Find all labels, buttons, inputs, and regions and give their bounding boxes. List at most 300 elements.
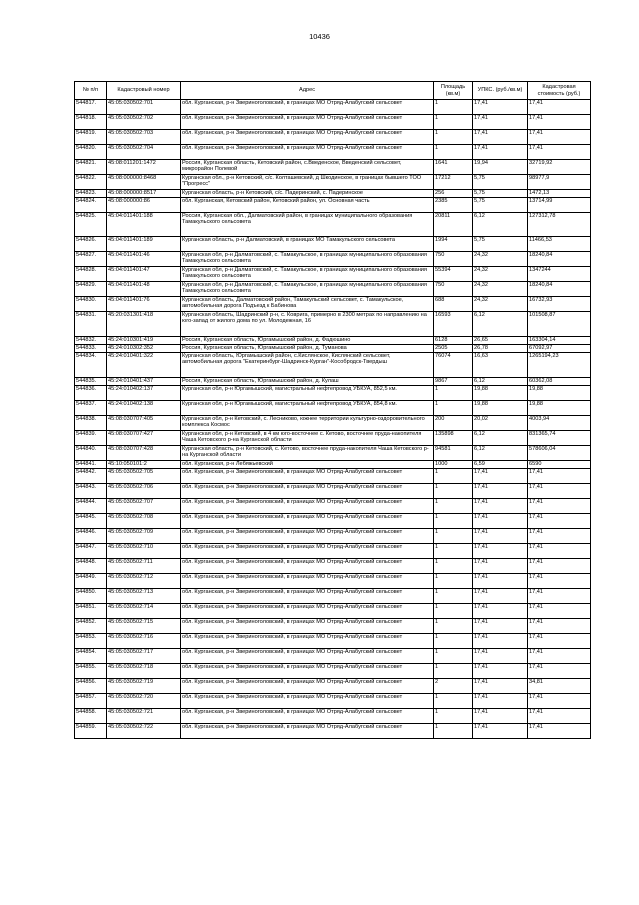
cell-area: 1000: [434, 461, 473, 469]
cell-num: 544819.: [75, 130, 107, 145]
cell-area: 94581: [434, 446, 473, 461]
cell-area: 2385: [434, 198, 473, 213]
cell-cadastral: 45:05:030502:711: [107, 559, 181, 574]
cell-value: 17,41: [528, 469, 591, 484]
cell-area: 1641: [434, 160, 473, 175]
cell-num: 544856.: [75, 679, 107, 694]
cell-area: 20811: [434, 213, 473, 237]
cell-num: 544829.: [75, 282, 107, 297]
cell-cadastral: 45:08:011201:1472: [107, 160, 181, 175]
cell-address: Курганская область, р-н Далматовский, в границах МО Тамакульского сельсовета: [181, 237, 434, 252]
cell-upks: 17,41: [473, 529, 528, 544]
cell-upks: 17,41: [473, 544, 528, 559]
cell-address: Курганская обл, р-н Кетовский, в 4 км юго-восточнее с. Кетово, восточнее пруда-накопителя Чаша Кетовского р-на Курганской области: [181, 431, 434, 446]
cell-num: 544821.: [75, 160, 107, 175]
cell-num: 544824.: [75, 198, 107, 213]
table-row: [75, 145, 591, 160]
cell-value: 16732,93: [528, 297, 591, 312]
table-row: [75, 559, 591, 574]
cell-area: 1: [434, 649, 473, 664]
cell-address: обл. Курганская, р-н Лебяжьевский: [181, 461, 434, 469]
cell-value: 17,41: [528, 634, 591, 649]
cell-address: Курганская область, Юргамышский район, с.Кислянское, Кислянский сельсовет, автомобильная дорога "Екатеринбург-Шадринск-Курган"-Кособродск-Твердыш: [181, 353, 434, 378]
cell-num: 544823.: [75, 190, 107, 198]
cell-value: 578606,04: [528, 446, 591, 461]
cell-cadastral: 45:24:010302:352: [107, 345, 181, 353]
cell-num: 544834.: [75, 353, 107, 378]
table-row: [75, 664, 591, 679]
cell-address: обл. Курганская, р-н Звериноголовский, в границах МО Отряд-Алабугский сельсовет: [181, 115, 434, 130]
cell-upks: 17,41: [473, 679, 528, 694]
cell-cadastral: 45:08:000000:86: [107, 198, 181, 213]
cell-address: обл. Курганская, р-н Звериноголовский, в границах МО Отряд-Алабугский сельсовет: [181, 619, 434, 634]
cell-cadastral: 45:24:010401:322: [107, 353, 181, 378]
cell-upks: 24,32: [473, 267, 528, 282]
cell-value: 17,41: [528, 514, 591, 529]
cell-num: 544837.: [75, 401, 107, 416]
cell-cadastral: 45:24:010401:437: [107, 378, 181, 386]
cell-address: Курганская область, р-н Кетовский, с/с. Падеринский, с. Падеринское: [181, 190, 434, 198]
table-row: [75, 237, 591, 252]
cell-address: Россия, Курганская область, Юргамышский район, д. Фадюшино: [181, 337, 434, 345]
cell-value: 34,81: [528, 679, 591, 694]
table-row: [75, 589, 591, 604]
cell-area: 1994: [434, 237, 473, 252]
cell-num: 544820.: [75, 145, 107, 160]
cell-address: Россия, Курганская область, Юргамышский район, д. Туманова: [181, 345, 434, 353]
cell-num: 544825.: [75, 213, 107, 237]
table-row: [75, 312, 591, 337]
cell-num: 544828.: [75, 267, 107, 282]
table-row: [75, 709, 591, 724]
cell-area: 1: [434, 709, 473, 724]
page-number: 10436: [309, 32, 330, 41]
cell-cadastral: 45:05:030502:708: [107, 514, 181, 529]
cell-value: 163304,14: [528, 337, 591, 345]
cell-cadastral: 45:05:030502:721: [107, 709, 181, 724]
cell-address: Курганская область, Далматовский район, Тамакульский сельсовет, с. Тамакульское, автомобильная дорога Подъезд к Бабинова: [181, 297, 434, 312]
cell-upks: 17,41: [473, 634, 528, 649]
cell-value: 17,41: [528, 130, 591, 145]
cell-area: 1: [434, 634, 473, 649]
table-row: [75, 297, 591, 312]
cell-area: 1: [434, 724, 473, 739]
table-row: [75, 190, 591, 198]
cell-cadastral: 45:05:030502:720: [107, 694, 181, 709]
cell-address: обл. Курганская, р-н Звериноголовский, в границах МО Отряд-Алабугский сельсовет: [181, 589, 434, 604]
cell-value: 17,41: [528, 694, 591, 709]
cell-address: обл. Курганская, р-н Звериноголовский, в границах МО Отряд-Алабугский сельсовет: [181, 679, 434, 694]
cell-value: 101508,87: [528, 312, 591, 337]
cell-upks: 17,41: [473, 709, 528, 724]
cell-area: 1: [434, 499, 473, 514]
cell-upks: 20,02: [473, 416, 528, 431]
cell-cadastral: 45:05:030502:707: [107, 499, 181, 514]
cell-cadastral: 45:08:030707:427: [107, 431, 181, 446]
cell-address: Курганская область, Шадринский р-н, с. Коврига, примерно в 2300 метрах по направлению на юго-запад от жилого дома по ул. Молодежная, 16: [181, 312, 434, 337]
cell-value: 67092,97: [528, 345, 591, 353]
cell-cadastral: 45:05:030502:719: [107, 679, 181, 694]
cell-value: 1472,13: [528, 190, 591, 198]
cell-value: 17,41: [528, 145, 591, 160]
cell-area: 1: [434, 544, 473, 559]
cell-address: обл. Курганская, р-н Звериноголовский, в границах МО Отряд-Алабугский сельсовет: [181, 469, 434, 484]
cell-num: 544830.: [75, 297, 107, 312]
cell-value: 17,41: [528, 559, 591, 574]
cell-area: 6128: [434, 337, 473, 345]
header-upks: УПКС. (руб./кв.м): [473, 82, 528, 100]
cell-address: Курганская обл, р-н Юргамышский, магистральный нефтепровод УБКУА, 852,5 км.: [181, 386, 434, 401]
cell-num: 544844.: [75, 499, 107, 514]
cell-upks: 17,41: [473, 100, 528, 115]
table-row: [75, 574, 591, 589]
cell-upks: 17,41: [473, 559, 528, 574]
cell-area: 55394: [434, 267, 473, 282]
cell-address: Курганская обл, р-н Далматовский, с. Тамакульское, в границах муниципального образования Тамакульского сельсовета: [181, 252, 434, 267]
cell-num: 544839.: [75, 431, 107, 446]
cell-value: 17,41: [528, 589, 591, 604]
cell-cadastral: 45:08:000000:8468: [107, 175, 181, 190]
cell-upks: 17,41: [473, 499, 528, 514]
table-row: [75, 100, 591, 115]
cell-area: 688: [434, 297, 473, 312]
cell-upks: 5,75: [473, 190, 528, 198]
cell-area: 1: [434, 619, 473, 634]
cell-upks: 17,41: [473, 514, 528, 529]
cell-cadastral: 45:05:030502:710: [107, 544, 181, 559]
cell-cadastral: 45:05:030502:713: [107, 589, 181, 604]
table-row: [75, 431, 591, 446]
table-row: [75, 401, 591, 416]
table-row: [75, 514, 591, 529]
cell-value: 13714,99: [528, 198, 591, 213]
table-row: [75, 378, 591, 386]
cell-address: обл. Курганская, Кетовский район, Кетовский район, ул. Основная часть: [181, 198, 434, 213]
table-row: [75, 679, 591, 694]
cell-address: обл. Курганская, р-н Звериноголовский, в границах МО Отряд-Алабугский сельсовет: [181, 724, 434, 739]
cell-area: 1: [434, 484, 473, 499]
cell-value: 17,41: [528, 484, 591, 499]
cell-value: 18240,84: [528, 282, 591, 297]
cell-address: обл. Курганская, р-н Звериноголовский, в границах МО Отряд-Алабугский сельсовет: [181, 100, 434, 115]
cell-address: Россия, Курганская обл., Далматовский район, в границах муниципального образования Тамакульского сельсовета: [181, 213, 434, 237]
cell-upks: 6,12: [473, 312, 528, 337]
cell-area: 16593: [434, 312, 473, 337]
cell-address: обл. Курганская, р-н Звериноголовский, в границах МО Отряд-Алабугский сельсовет: [181, 559, 434, 574]
cell-num: 544858.: [75, 709, 107, 724]
cell-num: 544818.: [75, 115, 107, 130]
cell-upks: 17,41: [473, 115, 528, 130]
cell-num: 544854.: [75, 649, 107, 664]
cell-cadastral: 45:24:010402:137: [107, 386, 181, 401]
cell-cadastral: 45:08:030707:428: [107, 446, 181, 461]
cell-num: 544832.: [75, 337, 107, 345]
cell-address: обл. Курганская, р-н Звериноголовский, в границах МО Отряд-Алабугский сельсовет: [181, 649, 434, 664]
cell-cadastral: 45:05:030502:717: [107, 649, 181, 664]
table-row: [75, 130, 591, 145]
cell-value: 17,41: [528, 115, 591, 130]
cell-value: 1265194,23: [528, 353, 591, 378]
cell-area: 1: [434, 401, 473, 416]
cell-value: 18240,84: [528, 252, 591, 267]
cell-cadastral: 45:05:030502:703: [107, 130, 181, 145]
table-row: [75, 345, 591, 353]
cell-value: 60362,08: [528, 378, 591, 386]
cell-cadastral: 45:05:030502:702: [107, 115, 181, 130]
cell-num: 544848.: [75, 559, 107, 574]
table-row: [75, 544, 591, 559]
cell-upks: 17,41: [473, 574, 528, 589]
table-row: [75, 484, 591, 499]
cell-address: Курганская обл, р-н Далматовский, с. Тамакульское, в границах муниципального образования Тамакульского сельсовета: [181, 267, 434, 282]
table-row: [75, 649, 591, 664]
cell-num: 544843.: [75, 484, 107, 499]
cell-value: 17,41: [528, 574, 591, 589]
cell-area: 76074: [434, 353, 473, 378]
cell-cadastral: 45:08:000000:8517: [107, 190, 181, 198]
cell-num: 544826.: [75, 237, 107, 252]
cell-num: 544817.: [75, 100, 107, 115]
cell-cadastral: 45:10:050101:2: [107, 461, 181, 469]
cell-num: 544855.: [75, 664, 107, 679]
cell-address: обл. Курганская, р-н Звериноголовский, в границах МО Отряд-Алабугский сельсовет: [181, 604, 434, 619]
cell-upks: 5,75: [473, 237, 528, 252]
cell-address: обл. Курганская, р-н Звериноголовский, в границах МО Отряд-Алабугский сельсовет: [181, 529, 434, 544]
cell-upks: 17,41: [473, 469, 528, 484]
cell-value: 11466,53: [528, 237, 591, 252]
cell-num: 544851.: [75, 604, 107, 619]
cell-value: 17,41: [528, 529, 591, 544]
cell-cadastral: 45:05:030502:716: [107, 634, 181, 649]
cell-num: 544850.: [75, 589, 107, 604]
table-row: [75, 469, 591, 484]
cell-upks: 24,32: [473, 252, 528, 267]
cell-num: 544859.: [75, 724, 107, 739]
cell-upks: 17,41: [473, 589, 528, 604]
cell-address: обл. Курганская, р-н Звериноголовский, в границах МО Отряд-Алабугский сельсовет: [181, 709, 434, 724]
cell-address: Курганская область, р-н Кетовский, с. Кетово, восточнее пруда-накопителя Чаша Кетовского р-на Курганской области: [181, 446, 434, 461]
cell-upks: 24,32: [473, 297, 528, 312]
table-row: [75, 115, 591, 130]
cell-num: 544846.: [75, 529, 107, 544]
cell-value: 17,41: [528, 499, 591, 514]
cell-upks: 6,12: [473, 378, 528, 386]
cell-value: 831365,74: [528, 431, 591, 446]
cell-cadastral: 45:04:011401:46: [107, 252, 181, 267]
cell-cadastral: 45:05:030502:705: [107, 469, 181, 484]
cell-value: 17,41: [528, 100, 591, 115]
table-header: [75, 82, 591, 100]
table-row: [75, 619, 591, 634]
cell-area: 9867: [434, 378, 473, 386]
cell-upks: 17,41: [473, 130, 528, 145]
cell-cadastral: 45:05:030502:701: [107, 100, 181, 115]
cell-cadastral: 45:05:030502:712: [107, 574, 181, 589]
cell-cadastral: 45:04:011401:189: [107, 237, 181, 252]
cell-upks: 6,12: [473, 431, 528, 446]
table-row: [75, 198, 591, 213]
cell-upks: 5,75: [473, 198, 528, 213]
cell-address: обл. Курганская, р-н Звериноголовский, в границах МО Отряд-Алабугский сельсовет: [181, 499, 434, 514]
cell-area: 17212: [434, 175, 473, 190]
cell-num: 544847.: [75, 544, 107, 559]
cell-upks: 17,41: [473, 604, 528, 619]
table-row: [75, 252, 591, 267]
cell-address: обл. Курганская, р-н Звериноголовский, в границах МО Отряд-Алабугский сельсовет: [181, 514, 434, 529]
table-row: [75, 282, 591, 297]
cell-value: 1347244: [528, 267, 591, 282]
cell-value: 17,41: [528, 709, 591, 724]
cell-address: Россия, Курганская область, Кетовский район, с.Введенское, Введенский сельсовет, микрорайон Полевой: [181, 160, 434, 175]
table-row: [75, 446, 591, 461]
cell-upks: 17,41: [473, 484, 528, 499]
cell-num: 544857.: [75, 694, 107, 709]
cell-address: Курганская обл, р-н Далматовский, с. Тамакульское, в границах муниципального образования Тамакульского сельсовета: [181, 282, 434, 297]
cell-value: 17,41: [528, 619, 591, 634]
table-row: [75, 337, 591, 345]
cell-num: 544822.: [75, 175, 107, 190]
cell-upks: 6,59: [473, 461, 528, 469]
table-row: [75, 267, 591, 282]
cell-num: 544849.: [75, 574, 107, 589]
cell-num: 544852.: [75, 619, 107, 634]
cell-upks: 19,88: [473, 386, 528, 401]
cell-num: 544838.: [75, 416, 107, 431]
cell-value: 19,88: [528, 401, 591, 416]
cell-area: 1: [434, 589, 473, 604]
table-row: [75, 461, 591, 469]
cell-cadastral: 45:05:030502:709: [107, 529, 181, 544]
cell-cadastral: 45:04:011401:47: [107, 267, 181, 282]
header-area: Площадь (кв.м): [434, 82, 473, 100]
cell-num: 544833.: [75, 345, 107, 353]
cell-num: 544853.: [75, 634, 107, 649]
cell-cadastral: 45:05:030502:704: [107, 145, 181, 160]
cell-cadastral: 45:05:030502:715: [107, 619, 181, 634]
cell-area: 1: [434, 529, 473, 544]
table-row: [75, 160, 591, 175]
table-row: [75, 416, 591, 431]
cell-area: 1: [434, 115, 473, 130]
cell-cadastral: 45:24:010402:138: [107, 401, 181, 416]
cell-cadastral: 45:04:011401:48: [107, 282, 181, 297]
cell-address: Курганская обл., р-н Кетовский, с/с. Колташевский, д Шкодинское, в границах бывшего ТОО "Прогресс": [181, 175, 434, 190]
cell-upks: 6,12: [473, 213, 528, 237]
cell-value: 98977,9: [528, 175, 591, 190]
cell-num: 544827.: [75, 252, 107, 267]
cell-address: обл. Курганская, р-н Звериноголовский, в границах МО Отряд-Алабугский сельсовет: [181, 145, 434, 160]
cell-cadastral: 45:04:011401:188: [107, 213, 181, 237]
cell-upks: 26,65: [473, 337, 528, 345]
cell-upks: 19,94: [473, 160, 528, 175]
cell-area: 2505: [434, 345, 473, 353]
cell-cadastral: 45:05:030502:706: [107, 484, 181, 499]
cell-cadastral: 45:05:030502:722: [107, 724, 181, 739]
table-row: [75, 529, 591, 544]
table-row: [75, 694, 591, 709]
cell-num: 544831.: [75, 312, 107, 337]
cell-value: 19,88: [528, 386, 591, 401]
cell-cadastral: 45:24:010301:419: [107, 337, 181, 345]
cell-upks: 26,78: [473, 345, 528, 353]
cell-area: 750: [434, 252, 473, 267]
table-row: [75, 213, 591, 237]
cell-num: 544841.: [75, 461, 107, 469]
cell-area: 2: [434, 679, 473, 694]
table-body: [75, 100, 591, 739]
header-value: Кадастровая стоимость (руб.): [528, 82, 591, 100]
header-cadastral: Кадастровый номер: [107, 82, 181, 100]
cell-area: 1: [434, 469, 473, 484]
cell-num: 544835.: [75, 378, 107, 386]
cell-value: 17,41: [528, 544, 591, 559]
cell-area: 200: [434, 416, 473, 431]
cell-upks: 17,41: [473, 649, 528, 664]
cell-value: 17,41: [528, 604, 591, 619]
table-row: [75, 604, 591, 619]
header-address: Адрес: [181, 82, 434, 100]
table-row: [75, 499, 591, 514]
cell-area: 1: [434, 664, 473, 679]
cell-address: обл. Курганская, р-н Звериноголовский, в границах МО Отряд-Алабугский сельсовет: [181, 484, 434, 499]
cell-upks: 19,88: [473, 401, 528, 416]
header-num: № п/п: [75, 82, 107, 100]
cell-cadastral: 45:05:030502:718: [107, 664, 181, 679]
cell-value: 6590: [528, 461, 591, 469]
cell-upks: 17,41: [473, 724, 528, 739]
cell-address: обл. Курганская, р-н Звериноголовский, в границах МО Отряд-Алабугский сельсовет: [181, 634, 434, 649]
cell-area: 1: [434, 694, 473, 709]
cell-area: 135898: [434, 431, 473, 446]
cell-upks: 17,41: [473, 664, 528, 679]
cell-address: обл. Курганская, р-н Звериноголовский, в границах МО Отряд-Алабугский сельсовет: [181, 574, 434, 589]
cell-num: 544842.: [75, 469, 107, 484]
cell-cadastral: 45:08:030707:405: [107, 416, 181, 431]
cell-cadastral: 45:04:011401:76: [107, 297, 181, 312]
cell-upks: 17,41: [473, 145, 528, 160]
cell-upks: 16,63: [473, 353, 528, 378]
cell-num: 544836.: [75, 386, 107, 401]
cell-value: 4003,94: [528, 416, 591, 431]
cell-area: 1: [434, 386, 473, 401]
cell-area: 1: [434, 145, 473, 160]
cell-num: 544845.: [75, 514, 107, 529]
cell-address: Россия, Курганская область, Юргамышский район, д. Кулаш: [181, 378, 434, 386]
cell-upks: 5,75: [473, 175, 528, 190]
cell-address: Курганская обл, р-н Кетовский, с. Лесниково, южнее территории культурно-оздоровительного комплекса Космос: [181, 416, 434, 431]
cell-address: Курганская обл, р-н Юргамышский, магистральный нефтепровод УБКУА, 854,8 км.: [181, 401, 434, 416]
cell-address: обл. Курганская, р-н Звериноголовский, в границах МО Отряд-Алабугский сельсовет: [181, 544, 434, 559]
cell-value: 127312,78: [528, 213, 591, 237]
cell-value: 17,41: [528, 724, 591, 739]
cell-upks: 17,41: [473, 694, 528, 709]
cell-area: 1: [434, 514, 473, 529]
cell-address: обл. Курганская, р-н Звериноголовский, в границах МО Отряд-Алабугский сельсовет: [181, 664, 434, 679]
cell-value: 17,41: [528, 649, 591, 664]
cell-area: 256: [434, 190, 473, 198]
cell-address: обл. Курганская, р-н Звериноголовский, в границах МО Отряд-Алабугский сельсовет: [181, 130, 434, 145]
cell-area: 1: [434, 604, 473, 619]
cell-area: 1: [434, 559, 473, 574]
cell-upks: 6,12: [473, 446, 528, 461]
table-row: [75, 175, 591, 190]
cell-value: 32719,92: [528, 160, 591, 175]
cell-area: 750: [434, 282, 473, 297]
table-row: [75, 353, 591, 378]
table-row: [75, 386, 591, 401]
cell-area: 1: [434, 574, 473, 589]
cell-num: 544840.: [75, 446, 107, 461]
